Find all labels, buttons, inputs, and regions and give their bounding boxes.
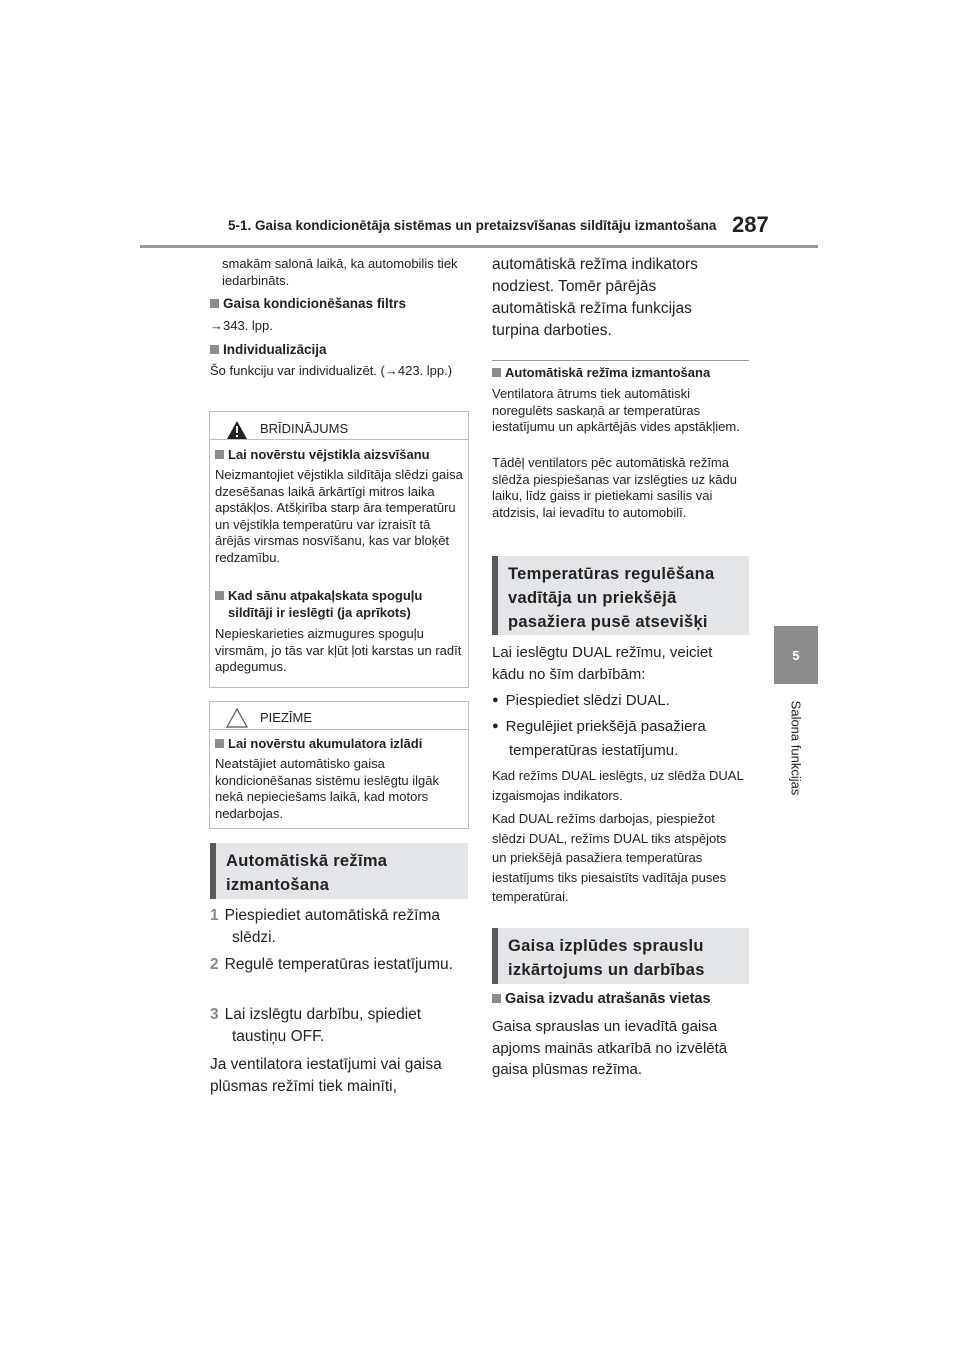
auto-use-p1: Ventilatora ātrums tiek automātiski noregulēts saskaņā ar temperatūras iestatījumu un apkārtējās vides apstākļiem. xyxy=(492,386,740,434)
custom-heading: Individualizācija xyxy=(210,342,327,357)
bullet-dual-2: ● Regulējiet priekšējā pasažiera temperatūras iestatījumu. xyxy=(492,718,706,759)
dual-p1: Kad režīms DUAL ieslēgts, uz slēdža DUAL izgaismojas indikators. xyxy=(492,768,744,803)
warning-heading-1: Lai novērstu vējstikla aizsvīšanu xyxy=(215,447,463,462)
bullet-dual-1: ● Piespiediet slēdzi DUAL. xyxy=(492,690,742,714)
square-bullet-icon xyxy=(210,299,219,308)
square-bullet-icon xyxy=(492,368,501,377)
warning-triangle-icon xyxy=(226,420,248,445)
square-bullet-icon xyxy=(492,994,501,1003)
square-bullet-icon xyxy=(210,345,219,354)
dual-p2: Kad DUAL režīms darbojas, piespiežot slēdzi DUAL, režīms DUAL tiks atspējots un priekšējā pasažiera temperatūras iestatījums tiks piesaistīts vadītāja puses temperatūrai. xyxy=(492,811,727,904)
filter-ref: →343. lpp. xyxy=(210,318,273,333)
notice-heading: Lai novērstu akumulatora izlādi xyxy=(215,736,463,751)
warning-heading-2: Kad sānu atpakaļskata spoguļu sildītāji ir ieslēgti (ja aprīkots) xyxy=(215,588,468,621)
notice-label: PIEZĪME xyxy=(260,710,313,725)
square-bullet-icon xyxy=(215,591,224,600)
dual-intro: Lai ieslēgtu DUAL režīmu, veiciet kādu no šīm darbībām: xyxy=(492,644,713,683)
step-1: 1 Piespiediet automātiskā režīma slēdzi. xyxy=(210,907,441,946)
continued-text: automātiskā režīma indikators nodziest. Tomēr pārējās automātiskā režīma funkcijas turpina darboties. xyxy=(492,256,698,339)
page-number: 287 xyxy=(732,212,769,237)
chapter-tab: 5 xyxy=(774,626,818,684)
chapter-label: Salona funkcijas xyxy=(788,700,804,796)
section-vents: Gaisa izplūdes sprauslu izkārtojums un darbības xyxy=(492,928,749,984)
warning-text-2: Nepieskarieties aizmugures spoguļu virsmām, jo tās var kļūt ļoti karstas un radīt apdegumus. xyxy=(215,626,462,674)
header-title: 5-1. Gaisa kondicionētāja sistēmas un pretaizsvīšanas sildītāju izmantošana xyxy=(228,218,717,233)
warning-label: BRĪDINĀJUMS xyxy=(260,421,349,436)
custom-text: Šo funkciju var individualizēt. (→423. lpp.) xyxy=(210,363,453,378)
notice-box xyxy=(209,701,469,829)
square-bullet-icon xyxy=(215,739,224,748)
intro-text: smakām salonā laikā, ka automobilis tiek iedarbināts. xyxy=(222,256,458,288)
vent-text: Gaisa sprauslas un ievadītā gaisa apjoms mainās atkarībā no izvēlētā gaisa plūsmas režīma. xyxy=(492,1018,728,1078)
step-2: 2 Regulē temperatūras iestatījumu. xyxy=(210,956,453,973)
section-auto-mode: Automātiskā režīma izmantošana xyxy=(210,843,468,899)
header-rule xyxy=(140,245,818,248)
notice-text: Neatstājiet automātisko gaisa kondicionēšanas sistēmu ieslēgtu ilgāk nekā nepieciešams laikā, kad motors nedarbojas. xyxy=(215,756,440,821)
step-3: 3 Lai izslēgtu darbību, spiediet taustiņu OFF. xyxy=(210,1006,422,1045)
filter-heading: Gaisa kondicionēšanas filtrs xyxy=(210,296,406,311)
notice-divider xyxy=(210,729,468,730)
warning-text-1: Neizmantojiet vējstikla sildītāja slēdzi gaisa dzesēšanas laikā ārkārtīgi mitros laika apstākļos. Atšķirība starp āra temperatūru un vējstikla temperatūru var izraisīt tā ārējās virsmas nosvīšanu, kas var bloķēt redzamību. xyxy=(215,467,463,565)
auto-use-heading: Automātiskā režīma izmantošana xyxy=(492,365,710,380)
auto-use-p2: Tādēļ ventilators pēc automātiskā režīma slēdža piespiešanas var izslēgties uz kādu laiku, līdz gaiss ir pietiekami sasilis vai atdzisis, lai ievadītu to automobilī. xyxy=(492,455,737,520)
warning-divider xyxy=(210,439,468,440)
vent-heading: Gaisa izvadu atrašanās vietas xyxy=(492,991,711,1007)
warning-box xyxy=(209,411,469,688)
section-temperature: Temperatūras regulēšana vadītāja un priekšējā pasažiera pusē atsevišķi xyxy=(492,556,749,635)
square-bullet-icon xyxy=(215,450,224,459)
bullet-icon: ● xyxy=(492,720,499,732)
right-divider xyxy=(492,360,749,361)
closing-text: Ja ventilatora iestatījumi vai gaisa plūsmas režīmi tiek mainīti, xyxy=(210,1056,442,1095)
